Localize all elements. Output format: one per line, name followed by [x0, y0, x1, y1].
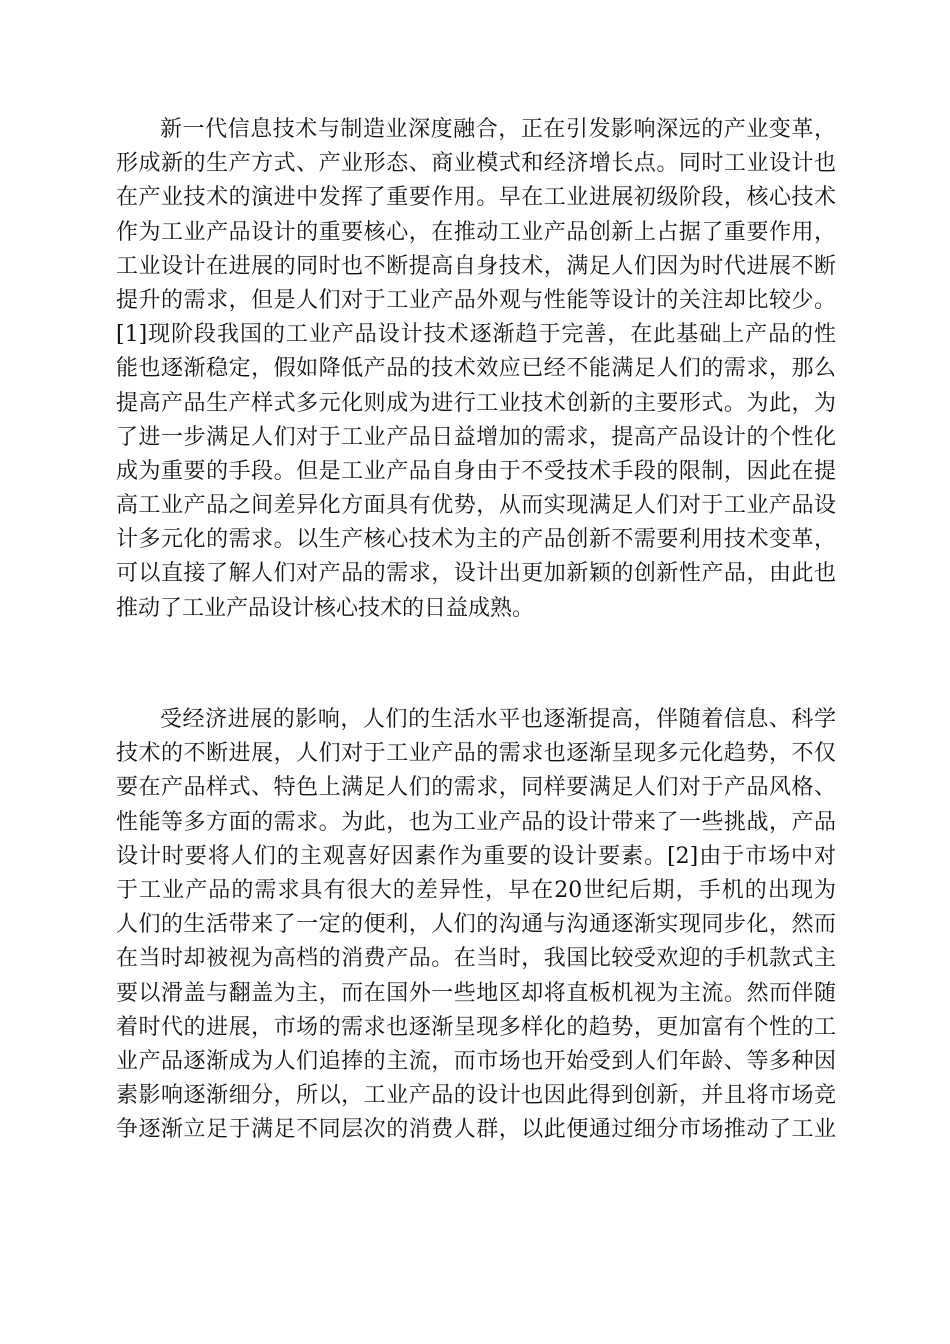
paragraph-line: 可以直接了解人们对产品的需求，设计出更加新颖的创新性产品，由此也 [116, 561, 836, 587]
paragraph-line: 新一代信息技术与制造业深度融合，正在引发影响深远的产业变革， [160, 117, 836, 142]
paragraph-line: 工业设计在进展的同时也不断提高自身技术，满足人们因为时代进展不断 [116, 253, 836, 279]
paragraph-line: 技术的不断进展，人们对于工业产品的需求也逐渐呈现多元化趋势，不仅 [116, 741, 836, 767]
paragraph-line: 设计时要将人们的主观喜好因素作为重要的设计要素。[2]由于市场中对 [116, 843, 836, 869]
paragraph-2 [116, 703, 836, 1147]
paragraph-line: 形成新的生产方式、产业形态、商业模式和经济增长点。同时工业设计也 [116, 151, 836, 177]
paragraph-line: 成为重要的手段。但是工业产品自身由于不受技术手段的限制，因此在提 [116, 458, 836, 484]
paragraph-line: 提高产品生产样式多元化则成为进行工业技术创新的主要形式。为此，为 [116, 390, 836, 416]
paragraph-line: 在产业技术的演进中发挥了重要作用。早在工业进展初级阶段，核心技术 [116, 185, 836, 211]
paragraph-line: 推动了工业产品设计核心技术的日益成熟。 [116, 595, 535, 621]
paragraph-line: 于工业产品的需求具有很大的差异性，早在20世纪后期，手机的出现为 [116, 877, 836, 903]
paragraph-line: 能也逐渐稳定，假如降低产品的技术效应已经不能满足人们的需求，那么 [116, 356, 836, 382]
paragraph-line: 要以滑盖与翻盖为主，而在国外一些地区却将直板机视为主流。然而伴随 [116, 980, 836, 1006]
paragraph-line: [1]现阶段我国的工业产品设计技术逐渐趋于完善，在此基础上产品的性 [116, 322, 836, 348]
paragraph-line: 受经济进展的影响，人们的生活水平也逐渐提高，伴随着信息、科学 [160, 707, 836, 732]
paragraph-line: 人们的生活带来了一定的便利，人们的沟通与沟通逐渐实现同步化，然而 [116, 912, 836, 938]
paragraph-line: 提升的需求，但是人们对于工业产品外观与性能等设计的关注却比较少。 [116, 287, 836, 313]
paragraph-line: 性能等多方面的需求。为此，也为工业产品的设计带来了一些挑战，产品 [116, 809, 836, 835]
paragraph-line: 作为工业产品设计的重要核心，在推动工业产品创新上占据了重要作用， [116, 219, 836, 245]
paragraph-line: 争逐渐立足于满足不同层次的消费人群，以此便通过细分市场推动了工业 [116, 1117, 836, 1143]
paragraph-line: 计多元化的需求。以生产核心技术为主的产品创新不需要利用技术变革， [116, 527, 836, 553]
paragraph-line: 着时代的进展，市场的需求也逐渐呈现多样化的趋势，更加富有个性的工 [116, 1014, 836, 1040]
paragraph-line: 在当时却被视为高档的消费产品。在当时，我国比较受欢迎的手机款式主 [116, 946, 836, 972]
paragraph-line: 了进一步满足人们对于工业产品日益增加的需求，提高产品设计的个性化 [116, 424, 836, 450]
paragraph-line: 要在产品样式、特色上满足人们的需求，同样要满足人们对于产品风格、 [116, 775, 836, 801]
paragraph-line: 业产品逐渐成为人们追捧的主流，而市场也开始受到人们年龄、等多种因 [116, 1048, 836, 1074]
paragraph-1 [116, 113, 836, 626]
paragraph-line: 高工业产品之间差异化方面具有优势，从而实现满足人们对于工业产品设 [116, 493, 836, 519]
paragraph-line: 素影响逐渐细分，所以，工业产品的设计也因此得到创新，并且将市场竞 [116, 1083, 836, 1109]
